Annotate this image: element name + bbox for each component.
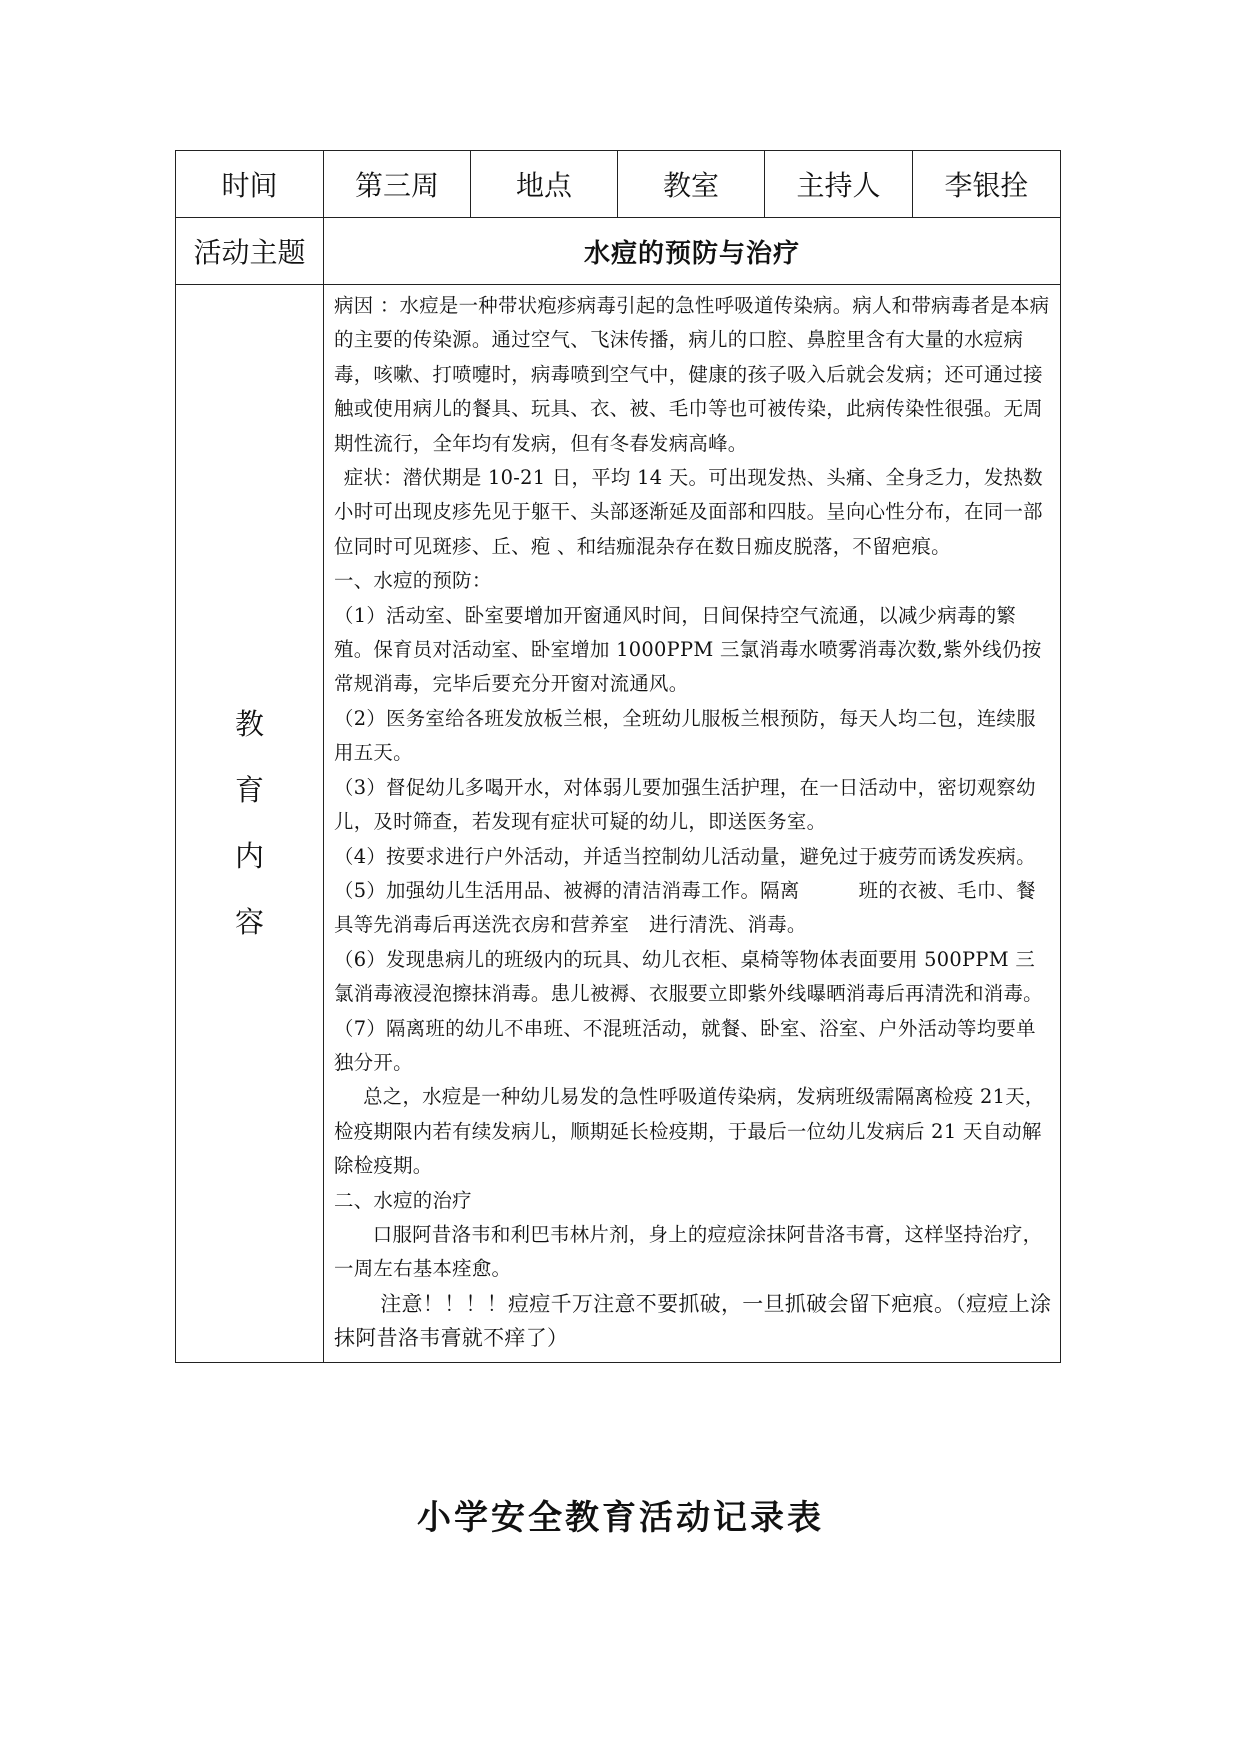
cause-paragraph: 病因 ：水痘是一种带状疱疹病毒引起的急性呼吸道传染病。病人和带病毒者是本病的主要的传染源。通过空气、飞沫传播，病儿的口腔、鼻腔里含有大量的水痘病毒，咳嗽、打喷嚏时，病毒喷到空气中，健康的孩子吸入后就会发病；还可通过接触或使用病儿的餐具、玩具、衣、被、毛巾等也可被传染，此病传染性很强。无周期性流行，全年均有发病，但有冬春发病高峰。 bbox=[334, 294, 1050, 455]
time-label: 时间 bbox=[176, 151, 324, 218]
treatment-heading: 二、水痘的治疗 bbox=[334, 1188, 472, 1212]
side-char: 内 bbox=[234, 839, 264, 874]
activity-record-table bbox=[175, 150, 1061, 1363]
prevention-item: （6）发现患病儿的班级内的玩具、幼儿衣柜、桌椅等物体表面要用 500PPM 三氯消毒液浸泡擦抹消毒。患儿被褥、衣服要立即紫外线曝晒消毒后再清洗和消毒。 bbox=[334, 947, 1043, 1006]
host-value: 李银拴 bbox=[913, 151, 1061, 218]
content-row bbox=[176, 285, 1061, 1363]
prevention-item: （7）隔离班的幼儿不串班、不混班活动，就餐、卧室、浴室、户外活动等均要单独分开。 bbox=[334, 1016, 1036, 1074]
prevention-item: （2）医务室给各班发放板兰根，全班幼儿服板兰根预防，每天人均二包，连续服用五天。 bbox=[334, 706, 1036, 765]
theme-row bbox=[176, 218, 1061, 285]
theme-value: 水痘的预防与治疗 bbox=[324, 218, 1061, 285]
content-side-label bbox=[176, 285, 324, 1363]
time-value: 第三周 bbox=[324, 151, 471, 218]
theme-label: 活动主题 bbox=[176, 218, 324, 285]
content-body bbox=[324, 285, 1061, 1363]
side-char: 育 bbox=[234, 773, 264, 808]
warning-note: 注意！！！！痘痘千万注意不要抓破，一旦抓破会留下疤痕。（痘痘上涂抹阿昔洛韦膏就不痒了） bbox=[334, 1291, 1052, 1351]
place-label: 地点 bbox=[471, 151, 618, 218]
side-char: 容 bbox=[234, 905, 264, 940]
prevention-heading: 一、水痘的预防： bbox=[334, 569, 492, 593]
prevention-item: （5）加强幼儿生活用品、被褥的清洁消毒工作。隔离 班的衣被、毛巾、餐具等先消毒后再送洗衣房和营养室 进行清洗、消毒。 bbox=[334, 878, 1036, 937]
document-title: 小学安全教育活动记录表 bbox=[417, 1498, 824, 1538]
place-value: 教室 bbox=[618, 151, 765, 218]
symptom-paragraph: 症状：潜伏期是 10-21 日，平均 14 天。可出现发热、头痛、全身乏力，发热数小时可出现皮疹先见于躯干、头部逐渐延及面部和四肢。呈向心性分布，在同一部位同时可见斑疹、丘、疱 、和结痂混杂存在数日痂皮脱落，不留疤痕。 bbox=[334, 466, 1043, 558]
host-label: 主持人 bbox=[765, 151, 913, 218]
header-row bbox=[176, 151, 1061, 218]
side-char: 教 bbox=[234, 707, 264, 742]
treatment-paragraph: 口服阿昔洛韦和利巴韦林片剂，身上的痘痘涂抹阿昔洛韦膏，这样坚持治疗，一周左右基本痊愈。 bbox=[334, 1222, 1043, 1281]
prevention-item: （1）活动室、卧室要增加开窗通风时间，日间保持空气流通，以减少病毒的繁殖。保育员对活动室、卧室增加 1000PPM 三氯消毒水喷雾消毒次数,紫外线仍按常规消毒，完毕后要充分开窗对流通风。 bbox=[334, 603, 1042, 696]
prevention-item: （4）按要求进行户外活动，并适当控制幼儿活动量，避免过于疲劳而诱发疾病。 bbox=[334, 844, 1036, 868]
prevention-item: （3）督促幼儿多喝开水，对体弱儿要加强生活护理，在一日活动中，密切观察幼儿，及时筛查，若发现有症状可疑的幼儿，即送医务室。 bbox=[334, 775, 1036, 834]
summary-paragraph: 总之，水痘是一种幼儿易发的急性呼吸道传染病，发病班级需隔离检疫 21天，检疫期限内若有续发病儿，顺期延长检疫期，于最后一位幼儿发病后 21 天自动解除检疫期。 bbox=[334, 1085, 1045, 1178]
